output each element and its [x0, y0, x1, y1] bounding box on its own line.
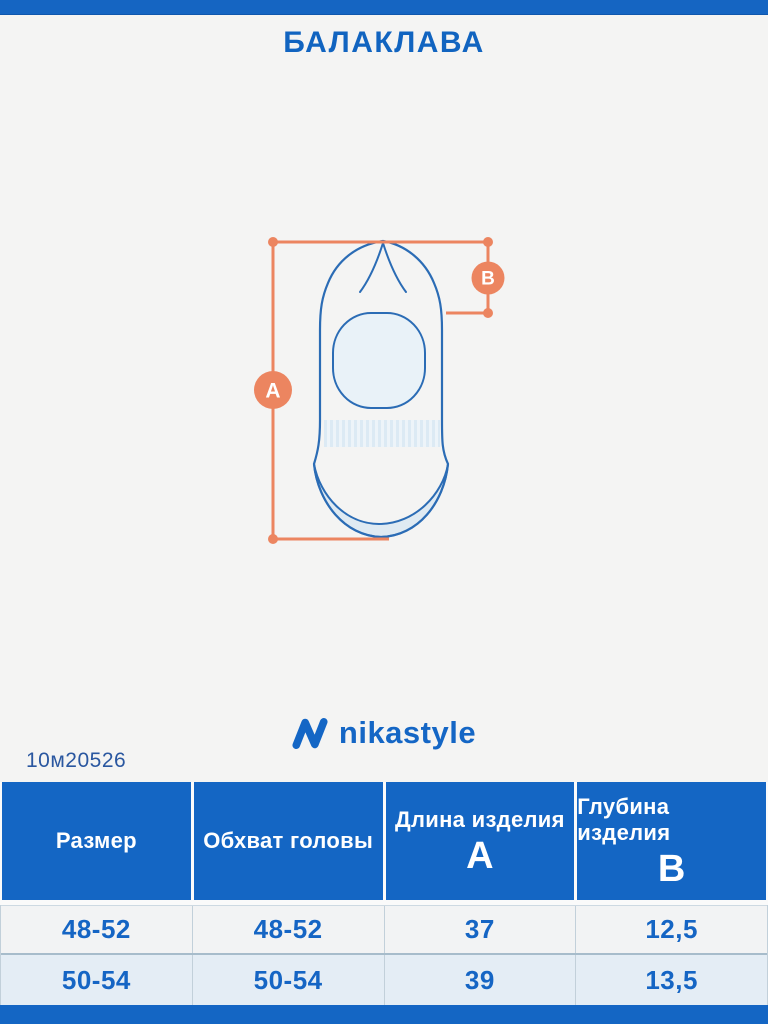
- page-title: БАЛАКЛАВА: [283, 26, 485, 59]
- column-label: Обхват головы: [203, 828, 374, 853]
- cell-length-a: 37: [384, 906, 576, 953]
- marker-b-label: B: [481, 268, 495, 290]
- n-wave-icon: [292, 717, 328, 750]
- header-cell-length: [386, 782, 575, 900]
- header-cell-depth: [577, 782, 766, 900]
- product-code: 10м20526: [26, 749, 127, 772]
- cell-depth-b: 12,5: [575, 906, 767, 953]
- marker-a-label: A: [265, 379, 281, 403]
- size-table: [0, 782, 768, 1024]
- column-label: Глубина изделия: [577, 794, 671, 845]
- column-letter-a: A: [466, 835, 494, 877]
- table-row: [1, 953, 767, 1005]
- cell-size: 48-52: [61, 914, 131, 944]
- cell-length-a: 39: [384, 955, 576, 1005]
- bottom-accent-bar: [0, 1005, 768, 1024]
- measure-dot-top-left: [268, 237, 278, 247]
- balaclava-collar: [314, 464, 448, 537]
- balaclava-rib-band: [324, 420, 440, 447]
- column-letter-b: B: [657, 848, 686, 890]
- cell-head-circumference: 50-54: [192, 955, 384, 1005]
- balaclava-face-opening: [333, 313, 425, 408]
- cell-size: 50-54: [61, 964, 131, 995]
- column-label: Длина изделия: [395, 807, 565, 832]
- measure-dot-top-right: [483, 237, 493, 247]
- table-row: [1, 905, 767, 953]
- header-cell-head-circumference: [194, 782, 383, 900]
- measure-dot-bottom-left: [268, 534, 278, 544]
- header-cell-size: [2, 782, 191, 900]
- cell-head-circumference: 48-52: [192, 906, 384, 953]
- measure-dot-b-end: [483, 308, 493, 318]
- top-accent-bar: [0, 0, 768, 15]
- balaclava-seam-left: [360, 243, 383, 292]
- cell-depth-b: 13,5: [575, 955, 767, 1005]
- balaclava-measure-diagram: [245, 225, 515, 555]
- brand-name: nikastyle: [338, 715, 477, 750]
- table-header-row: [0, 782, 768, 900]
- column-label: Размер: [55, 828, 137, 853]
- table-body: [0, 905, 768, 1005]
- balaclava-seam-right: [383, 243, 406, 292]
